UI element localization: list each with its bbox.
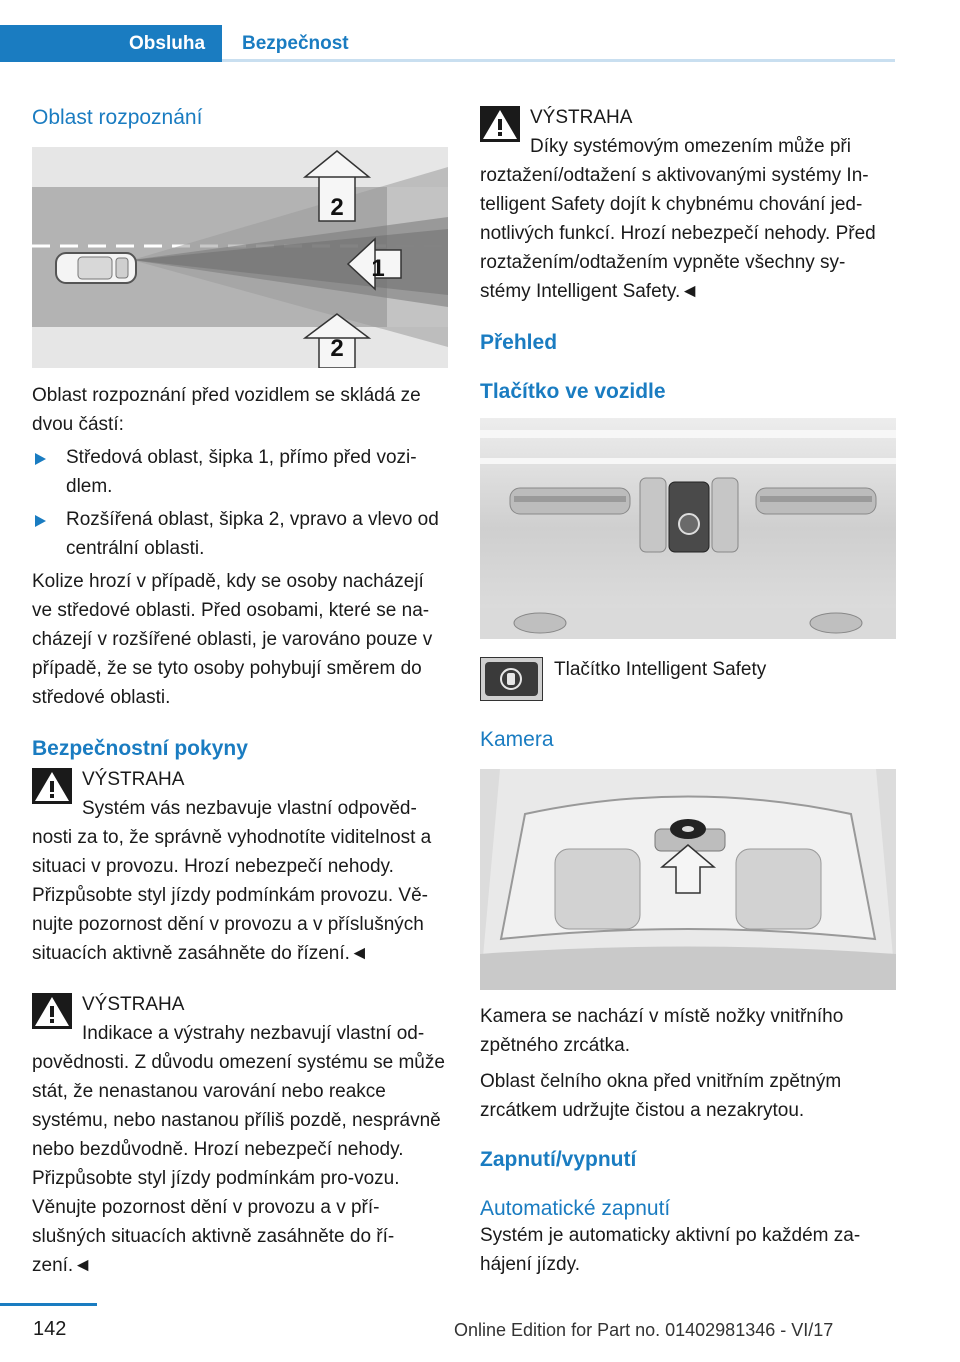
section-title-camera: Kamera: [480, 728, 554, 752]
section-title-onoff: Zapnutí/vypnutí: [480, 1147, 637, 1171]
section-title-safety: Bezpečnostní pokyny: [32, 737, 248, 761]
button-caption: Tlačítko Intelligent Safety: [554, 659, 767, 681]
left-column: [32, 95, 448, 1280]
warning-title: VÝSTRAHA: [82, 769, 185, 791]
warning-triangle-icon: [480, 106, 520, 142]
camera-location-text: Kamera se nachází v místě nožky vnitřního zpětného zrcátka.: [480, 1005, 844, 1056]
svg-text:1: 1: [371, 255, 385, 283]
edition-text: Online Edition for Part no. 01402981346 - VI/17: [454, 1320, 834, 1340]
svg-text:2: 2: [330, 335, 344, 363]
warning-block-1: [32, 765, 448, 968]
camera-clean-text: Oblast čelního okna před vnitřním zpětným zrcátkem udržujte čistou a nezakrytou.: [480, 1070, 842, 1121]
bullet-triangle-icon: [35, 515, 46, 527]
detection-intro: Oblast rozpoznání před vozidlem se skládá ze dvou částí:: [32, 385, 421, 436]
intelligent-safety-button-icon: [480, 657, 543, 701]
detection-area-illustration: [32, 147, 448, 368]
camera-illustration: [480, 769, 896, 990]
warning-first-line: Systém vás nezbavuje vlastní odpověd-: [82, 798, 417, 820]
warning-text: povědnosti. Z důvodu omezení systému se může stát, že nenastanou varování nebo reakce systému, nebo nastanou příliš pozdě, nesprávně nebo bezdůvodně. Hrozí nebezpečí nehody. Přizpůsobte styl jízdy podmínkám pro-vozu. Věnujte pozornost dění v provozu a v pří-slušných situacích aktivně zasáhněte do ří-zení.◄: [32, 1052, 445, 1277]
bullet-extended-area: Rozšířená oblast, šipka 2, vpravo a vlevo od centrální oblasti.: [32, 505, 448, 563]
warning-title: VÝSTRAHA: [530, 107, 633, 128]
warning-block-2: [32, 990, 448, 1280]
bullet-triangle-icon: [35, 453, 46, 465]
tab-bezpecnost[interactable]: Bezpečnost: [222, 25, 895, 62]
dashboard-button-figure: [480, 418, 896, 639]
button-caption-row: [480, 657, 896, 701]
warning-triangle-icon: [32, 768, 72, 804]
warning-text: roztažení/odtažení s aktivovanými systémy In-telligent Safety dojít k chybnému chování jed-notlivých funkcí. Hrozí nebezpečí nehody. Před roztažením/odtažením vypněte všechny sy-stémy Intelligent Safety.◄: [480, 165, 876, 302]
tab-obsluha[interactable]: Obsluha: [0, 25, 222, 62]
warning-triangle-icon: [32, 993, 72, 1029]
section-title-overview: Přehled: [480, 331, 558, 354]
svg-text:2: 2: [330, 194, 344, 222]
detection-area-figure: [32, 147, 448, 368]
footer-rule: [0, 1303, 97, 1306]
section-title-detection-area: Oblast rozpoznání: [32, 106, 203, 129]
right-column: [480, 95, 896, 1279]
car-icon: [56, 253, 136, 283]
warning-title: VÝSTRAHA: [82, 994, 185, 1016]
collision-paragraph: Kolize hrozí v případě, kdy se osoby nacházejí ve středové oblasti. Před osobami, které se na-cházejí v rozšířené oblasti, je varováno pouze v případě, že se tyto osoby pohybují směrem do středové oblasti.: [32, 571, 433, 709]
page-number: 142: [33, 1318, 67, 1340]
dashboard-button-illustration: [480, 418, 896, 639]
warning-first-line: Indikace a výstrahy nezbavují vlastní od-: [82, 1023, 425, 1045]
bullet-central-area: Středová oblast, šipka 1, přímo před vozi-dlem.: [32, 443, 448, 501]
header-tabs: [0, 25, 895, 62]
auto-text: Systém je automaticky aktivní po každém za-hájení jízdy.: [480, 1224, 861, 1275]
warning-first-line: Díky systémovým omezením může při: [530, 136, 851, 157]
section-title-auto: Automatické zapnutí: [480, 1196, 671, 1220]
warning-block-3: [480, 103, 896, 306]
header-rule: [222, 59, 895, 62]
section-title-button: Tlačítko ve vozidle: [480, 380, 666, 404]
camera-figure: [480, 769, 896, 990]
warning-text: nosti za to, že správně vyhodnotíte viditelnost a situaci v provozu. Hrozí nebezpečí nehody. Přizpůsobte styl jízdy podmínkám provozu. Vě-nujte pozornost dění v provozu a v příslušných situacích aktivně zasáhněte do řízení.◄: [32, 827, 432, 965]
